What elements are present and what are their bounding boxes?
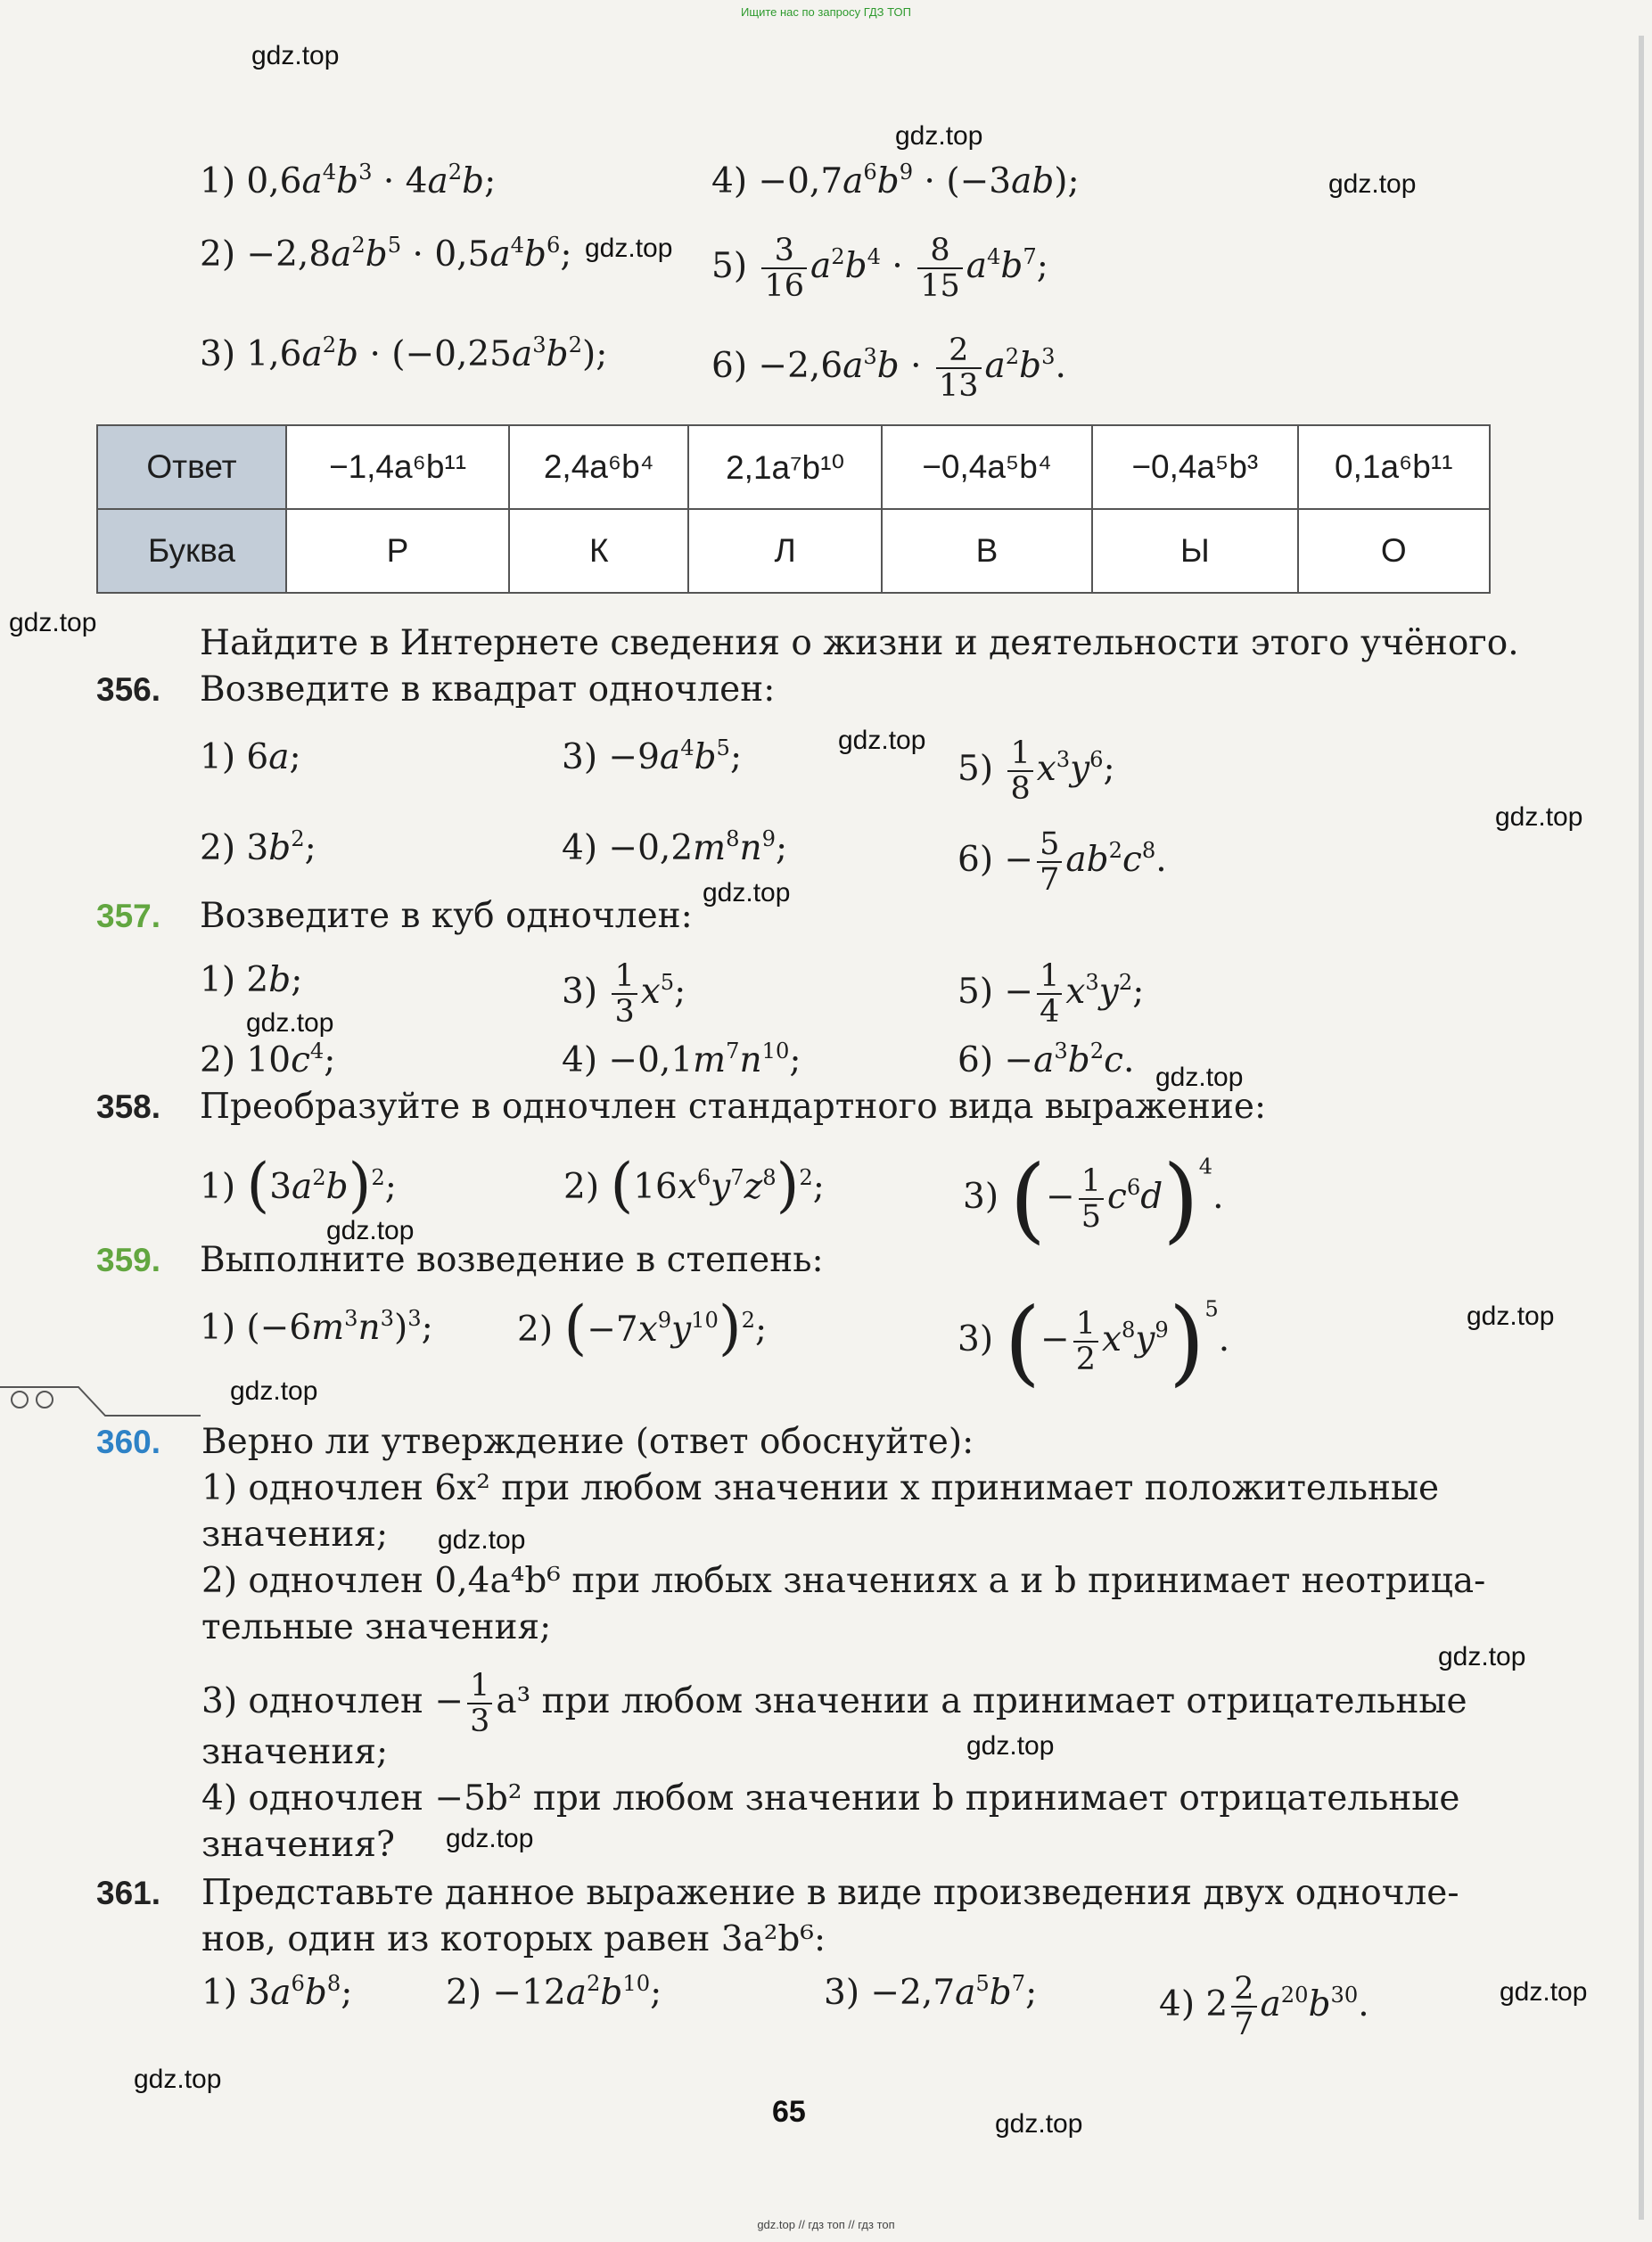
table-cell: К	[509, 509, 688, 593]
table-cell: Ы	[1092, 509, 1297, 593]
watermark: gdz.top	[326, 1216, 415, 1245]
answer-table	[96, 424, 1491, 594]
watermark: gdz.top	[9, 608, 97, 637]
table-cell: −1,4a⁶b¹¹	[286, 425, 509, 509]
table-header-answer: Ответ	[97, 425, 286, 509]
table-cell: Р	[286, 509, 509, 593]
table-cell: 2,4a⁶b⁴	[509, 425, 688, 509]
watermark: gdz.top	[1500, 1977, 1588, 2007]
watermark: gdz.top	[895, 121, 983, 151]
margin-fold-icon	[0, 1380, 205, 1419]
watermark: gdz.top	[966, 1731, 1055, 1761]
watermark: gdz.top	[1155, 1063, 1244, 1092]
table-cell: 0,1a⁶b¹¹	[1298, 425, 1490, 509]
table-cell: −0,4a⁵b³	[1092, 425, 1297, 509]
top-banner: Ищите нас по запросу ГДЗ ТОП	[741, 5, 911, 19]
bottom-banner: gdz.top // гдз топ // гдз топ	[757, 2218, 895, 2231]
table-cell: −0,4a⁵b⁴	[882, 425, 1092, 509]
watermark: gdz.top	[1467, 1302, 1555, 1331]
watermark: gdz.top	[838, 726, 926, 755]
watermark: gdz.top	[446, 1824, 534, 1853]
watermark: gdz.top	[703, 878, 791, 907]
watermark: gdz.top	[230, 1376, 318, 1406]
watermark: gdz.top	[1328, 169, 1417, 199]
table-cell: Л	[688, 509, 881, 593]
table-cell: 2,1a⁷b¹⁰	[688, 425, 881, 509]
textbook-page: Ищите нас по запросу ГДЗ ТОП gdz.top gdz.top gdz.top gdz.top gdz.top gdz.top gdz.top gdz.top gdz.top gdz.top gdz.top gdz.top gdz.top gdz.top gdz.top gdz.top gdz.top gdz.top gdz.top gdz.top 1) $0,6a^4b^3 \cdot 4a^2b$; $4) -0,7a^6b^9 \cdot (-3ab)$; $2) -2,8a^2b^5 \cdot 0,5a^4b^6$; 5) $\frac{3}{16}$ $a^2b^4$ · $\frac{8}{15}$ $a^4b^7$; 3) $1,6a^2b \cdot (-0,25a^3b^2)$; $6) -2,6a^3b$ · $\frac{2}{13}$ $a^2b^3$. Ответ −1,4a⁶b¹¹ 2,4a⁶b⁴ 2,1a⁷b¹⁰ −0,4a⁵b⁴ −0,4a⁵b³ 0,1a⁶b¹¹ Буква Р К Л В Ы О Найдите в Интернете сведения о жизни и деятельности этого учёного. 356. Возведите в квадрат одночлен: 1) 6a; $3) -9a^4b^5$; 5) $\frac{1}{8}$ $x^3y^6$; 2) $3b^2$; $4) -0,2m^8n^9$; 6) − $\frac{5}{7}$ $ab^2c^8$. 357. Возведите в куб одночлен: 1) 2b; 3) $\frac{1}{3}$ $x^5$; 5) − $\frac{1}{4}$ $x^3y^2$; 2) $10c^4$; $4) -0,1m^7n^{10}$; $6) -a^3b^2c$. 358. Преобразуйте в одночлен стандартного вида выражение: 1) $(3a^2b)^2$; 2) $(16x^6y^7z^8)^2$; 3) (− $\frac{1}{5}$ $c^6d)^4$. 359. Выполните возведение в степень: 1) $(-6m^3n^3)^3$; 2) $(-7x^9y^{10})^2$; 3) (− $\frac{1}{2}$ $x^8y^9)^5$. 360. Верно ли утверждение (ответ обоснуйте): 1) одночлен 6x² при любом значении x принимает положительные значения; 2) одночлен 0,4a⁴b⁶ при любых значениях a и b принимает неотрица- тельные значения; 3) одночлен − $\frac{1}{3}$ a³ при любом значении a принимает отрицательные значения; 4) одночлен −5b² при любом значении b принимает отрицательные значения? 361. Представьте данное выражение в виде произведения двух одночле- нов, один из которых равен 3a²b⁶: 1) $3a^6b^8$; $2) -12a^2b^{10}$; $3) -2,7a^5b^7$; 4) 2 $\frac{2}{7}$ $a^{20}b^{30}$. 65 gdz.top // гдз топ // гдз топ	[0, 0, 1652, 2242]
watermark: gdz.top	[251, 41, 340, 70]
table-header-letter: Буква	[97, 509, 286, 593]
watermark: gdz.top	[585, 234, 673, 263]
watermark: gdz.top	[995, 2109, 1083, 2139]
watermark: gdz.top	[134, 2065, 222, 2094]
watermark: gdz.top	[1495, 802, 1583, 832]
table-cell: О	[1298, 509, 1490, 593]
table-cell: В	[882, 509, 1092, 593]
watermark: gdz.top	[438, 1525, 526, 1555]
page-number: 65	[772, 2095, 806, 2129]
page-edge	[1639, 36, 1644, 2220]
watermark: gdz.top	[246, 1008, 334, 1038]
watermark: gdz.top	[1438, 1642, 1526, 1671]
